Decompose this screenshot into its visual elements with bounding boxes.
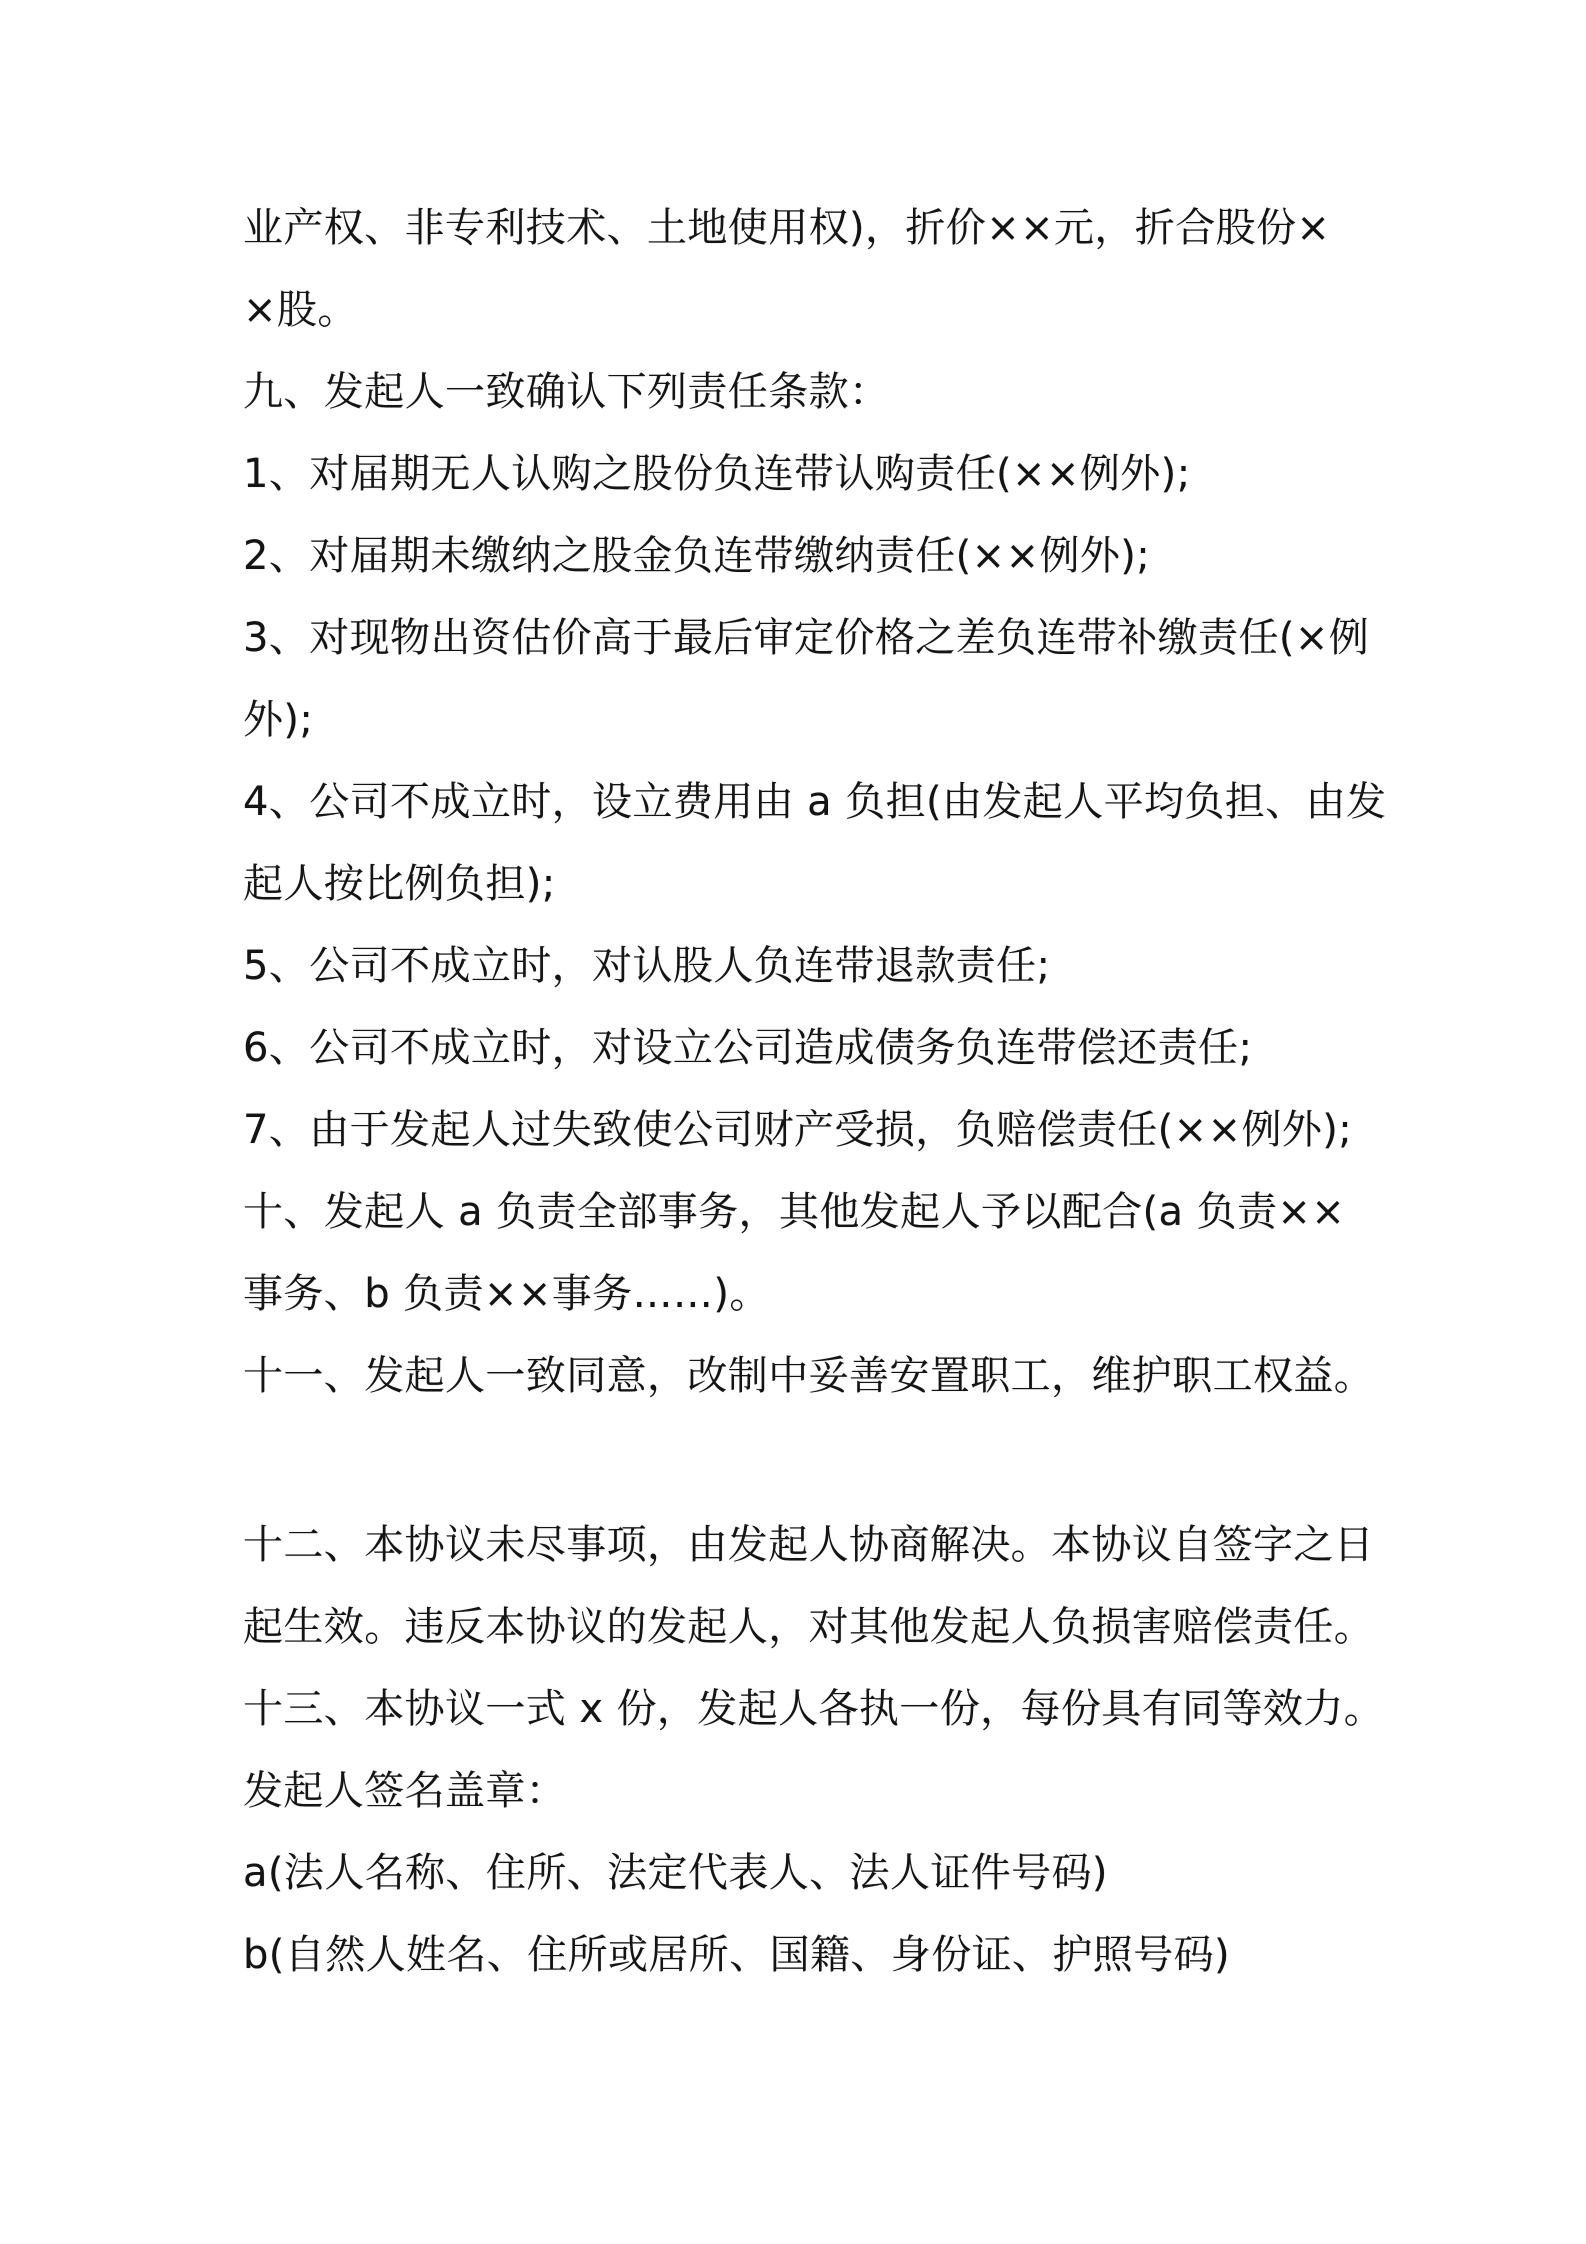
- signatory-b: b(自然人姓名、住所或居所、国籍、身份证、护照号码): [243, 1932, 1231, 1978]
- paragraph-gap: [243, 1417, 1363, 1504]
- clause-9-item-6: 6、公司不成立时，对设立公司造成债务负连带偿还责任;: [243, 1025, 1253, 1071]
- text-line: 起人按比例负担);: [243, 861, 556, 907]
- clause-9-item-4: 4、公司不成立时，设立费用由 a 负担(由发起人平均负担、由发: [243, 779, 1387, 825]
- text-line: 起生效。违反本协议的发起人，对其他发起人负损害赔偿责任。: [243, 1604, 1375, 1650]
- text-line: ×股。: [243, 287, 358, 333]
- clause-9-item-5: 5、公司不成立时，对认股人负连带退款责任;: [243, 943, 1051, 989]
- clause-12: 十二、本协议未尽事项，由发起人协商解决。本协议自签字之日: [243, 1522, 1375, 1568]
- clause-13: 十三、本协议一式 x 份，发起人各执一份，每份具有同等效力。: [243, 1686, 1385, 1732]
- clause-10: 十、发起人 a 负责全部事务，其他发起人予以配合(a 负责××: [243, 1189, 1346, 1235]
- signatory-a: a(法人名称、住所、法定代表人、法人证件号码): [243, 1850, 1108, 1896]
- clause-9-item-1: 1、对届期无人认购之股份负连带认购责任(××例外);: [243, 451, 1191, 497]
- text-line: 外);: [243, 697, 314, 743]
- clause-9-item-3: 3、对现物出资估价高于最后审定价格之差负连带补缴责任(×例: [243, 615, 1370, 661]
- document-body: [243, 187, 1387, 1996]
- clause-9-item-7: 7、由于发起人过失致使公司财产受损，负赔偿责任(××例外);: [243, 1107, 1353, 1153]
- clause-9-item-2: 2、对届期未缴纳之股金负连带缴纳责任(××例外);: [243, 533, 1151, 579]
- clause-9-heading: 九、发起人一致确认下列责任条款：: [243, 369, 890, 415]
- clause-11: 十一、发起人一致同意，改制中妥善安置职工，维护职工权益。: [243, 1353, 1375, 1399]
- text-line: 业产权、非专利技术、土地使用权)，折价××元，折合股份×: [243, 205, 1331, 251]
- signature-heading: 发起人签名盖章：: [243, 1768, 567, 1814]
- text-line: 事务、b 负责××事务……)。: [243, 1271, 770, 1317]
